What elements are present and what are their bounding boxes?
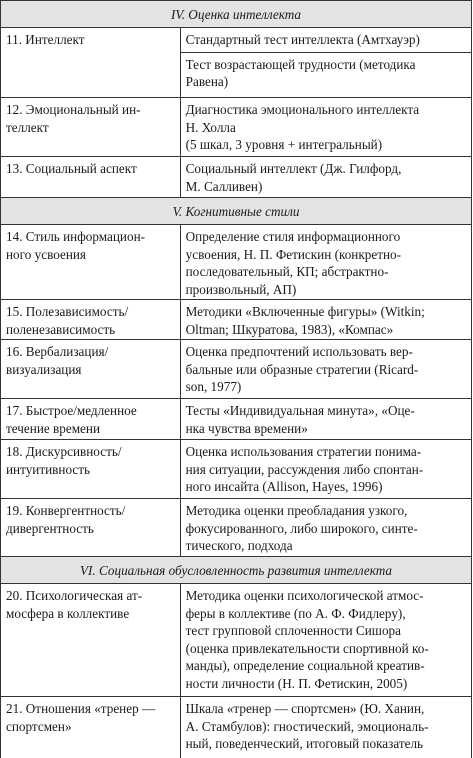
method-line: тического, подхода — [185, 538, 293, 554]
table-row-15 — [1, 300, 472, 340]
method-line: нка чувства времени» — [185, 420, 308, 436]
method-line: произвольный, АП) — [185, 281, 297, 297]
methods-cell — [181, 499, 472, 556]
table-row-16 — [1, 340, 472, 399]
method-line: Методики «Включенные фигуры» (Witkin; — [185, 304, 425, 319]
aspect-line: 19. Конвергентность/ — [6, 503, 126, 518]
method-line: Равена) — [185, 74, 229, 90]
methods-cell — [181, 98, 472, 156]
method-line: Оценка использования стратегии понима- — [185, 444, 422, 459]
aspect-cell — [1, 28, 181, 97]
method-line: Социальный интеллект (Дж. Гилфорд, — [185, 161, 402, 176]
method-line: М. Салливен) — [185, 178, 263, 194]
table-row-17 — [1, 399, 472, 440]
aspect-line: теллект — [6, 119, 49, 135]
aspect-line: 11. Интеллект — [6, 32, 85, 47]
aspect-line: 18. Дискурсивность/ — [6, 444, 122, 459]
section-header-intellect: IV. Оценка интеллекта — [1, 1, 472, 28]
section-header-cognitive-styles: V. Когнитивные стили — [1, 198, 472, 225]
aspect-cell — [1, 440, 181, 498]
table-row-21 — [1, 697, 472, 758]
method-line: Стандартный тест интеллекта (Амтхауэр) — [185, 32, 420, 47]
aspect-cell — [1, 399, 181, 439]
aspect-line: 21. Отношения «тренер — — [6, 701, 156, 716]
aspect-line: поленезависимость — [6, 321, 116, 337]
method-line: бальные или образные стратегии (Ricard- — [185, 361, 419, 377]
method-line: последовательный, КП; абстрактно- — [185, 264, 389, 280]
aspect-line: 15. Полезависимость/ — [6, 304, 129, 319]
aspect-line: 13. Социальный аспект — [6, 161, 137, 176]
method-line: Тесты «Индивидуальная минута», «Оце- — [185, 403, 415, 418]
methods-cell — [181, 584, 472, 696]
method-line: (5 шкал, 3 уровня + интегральный) — [185, 137, 383, 153]
aspect-line: мосфера в коллективе — [6, 605, 130, 621]
method-line: Тест возрастающей трудности (методика — [185, 56, 416, 72]
methods-cell — [181, 399, 472, 439]
aspect-cell — [1, 225, 181, 299]
methods-cell — [181, 300, 472, 339]
methods-cell — [181, 340, 472, 398]
aspect-cell — [1, 157, 181, 197]
method-line: тест групповой сплоченности Сишора — [185, 623, 401, 639]
aspect-line: 20. Психологическая ат- — [6, 588, 143, 603]
method-line: фокусированного, либо широкого, синте- — [185, 520, 418, 536]
aspect-cell — [1, 300, 181, 339]
methods-cell — [181, 697, 472, 758]
methods-cell — [181, 28, 472, 97]
method-line: Oltman; Шкуратова, 1983), «Компас» — [185, 321, 394, 337]
method-line: ного инсайта (Allison, Hayes, 1996) — [185, 479, 383, 495]
method-line: усвоения, Н. П. Фетискин (конкретно- — [185, 246, 402, 262]
method-line: ный, поведенческий, итоговый показатель — [185, 736, 424, 752]
table-row-18 — [1, 440, 472, 499]
aspect-line: 17. Быстрое/медленное — [6, 403, 137, 418]
method-line: ния ситуации, рассуждения либо спонтан- — [185, 461, 424, 477]
table-row-13 — [1, 157, 472, 198]
aspect-line: 16. Вербализация/ — [6, 344, 109, 359]
aspect-cell — [1, 584, 181, 696]
aspect-line: 12. Эмоциональный ин- — [6, 102, 141, 117]
method-line: А. Стамбулов): гностический, эмоциональ- — [185, 718, 429, 734]
aspect-line: визуализация — [6, 361, 82, 377]
methods-cell — [181, 157, 472, 197]
method-line: манды), определение социальной креатив- — [185, 658, 425, 674]
method-line: (оценка привлекательности спортивной ко- — [185, 640, 429, 656]
section-header-social: VI. Социальная обусловленность развития интеллекта — [1, 557, 472, 584]
method-line: Определение стиля информационного — [185, 229, 401, 244]
method-line: Шкала «тренер — спортсмен» (Ю. Ханин, — [185, 701, 425, 716]
aspect-cell — [1, 697, 181, 758]
table-row-14 — [1, 225, 472, 300]
table-row-12 — [1, 98, 472, 157]
method-line: Оценка предпочтений использовать вер- — [185, 344, 413, 359]
method-line: Методика оценки психологической атмос- — [185, 588, 424, 603]
aspect-line: спортсмен» — [6, 718, 72, 734]
method-line: феры в коллективе (по А. Ф. Фидлеру), — [185, 605, 406, 621]
method-line: Методика оценки преобладания узкого, — [185, 503, 408, 518]
table-row-20 — [1, 584, 472, 697]
table-row-11 — [1, 28, 472, 98]
method-line: Диагностика эмоционального интеллекта — [185, 102, 420, 117]
method-line: son, 1977) — [185, 379, 242, 395]
aspect-cell — [1, 499, 181, 556]
aspect-line: ного усвоения — [6, 246, 86, 262]
aspect-line: интуитивность — [6, 461, 91, 477]
aspect-cell — [1, 98, 181, 156]
method-line: ности личности (Н. П. Фетискин, 2005) — [185, 675, 408, 691]
methods-subcell — [181, 52, 471, 91]
methods-cell — [181, 440, 472, 498]
table-row-19 — [1, 499, 472, 557]
methods-cell — [181, 225, 472, 299]
aspect-cell — [1, 340, 181, 398]
aspect-line: течение времени — [6, 420, 101, 436]
aspect-line: дивергентность — [6, 520, 94, 536]
aspect-line: 14. Стиль информацион- — [6, 229, 146, 244]
method-line: Н. Холла — [185, 119, 236, 135]
